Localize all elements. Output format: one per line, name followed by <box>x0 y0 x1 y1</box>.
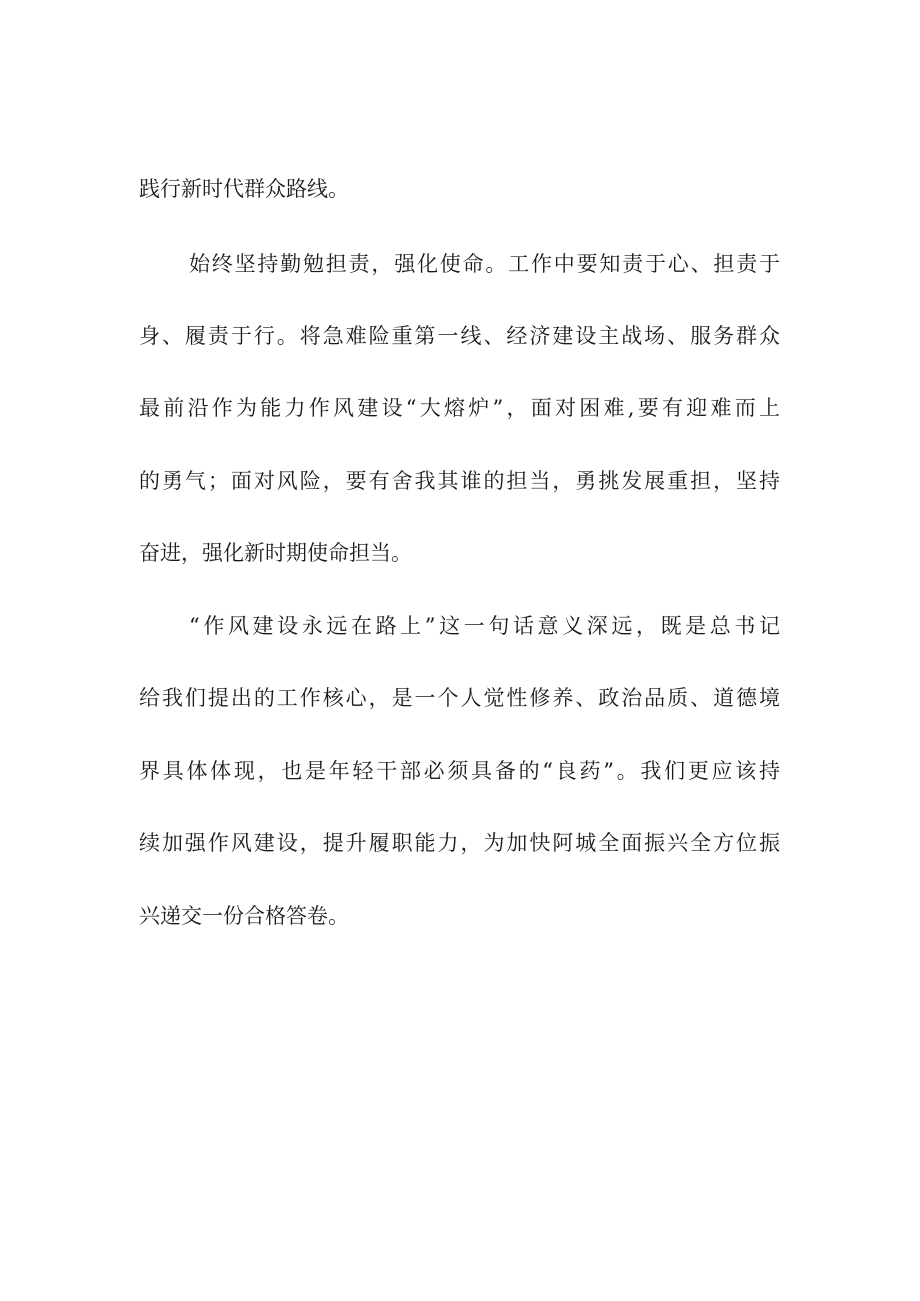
text-line-8: 给我们提出的工作核心，是一个人觉性修养、政治品质、道德境 <box>139 686 780 710</box>
text-line-1: 践行新时代群众路线。 <box>139 177 349 201</box>
text-line-9: 界具体体现，也是年轻干部必须具备的“良药”。我们更应该持 <box>139 759 780 783</box>
text-line-6: 奋进，强化新时期使命担当。 <box>139 541 412 565</box>
text-line-11: 兴递交一份合格答卷。 <box>139 904 349 928</box>
text-line-3: 身、履责于行。将急难险重第一线、经济建设主战场、服务群众 <box>139 324 780 348</box>
text-line-2: 始终坚持勤勉担责，强化使命。工作中要知责于心、担责于 <box>189 252 780 276</box>
text-line-10: 续加强作风建设，提升履职能力，为加快阿城全面振兴全方位振 <box>139 831 780 855</box>
text-line-4: 最前沿作为能力作风建设“大熔炉”，面对困难,要有迎难而上 <box>139 396 780 420</box>
text-line-7: “作风建设永远在路上”这一句话意义深远，既是总书记 <box>189 614 780 638</box>
text-line-5: 的勇气；面对风险，要有舍我其谁的担当，勇挑发展重担，坚持 <box>139 469 780 493</box>
